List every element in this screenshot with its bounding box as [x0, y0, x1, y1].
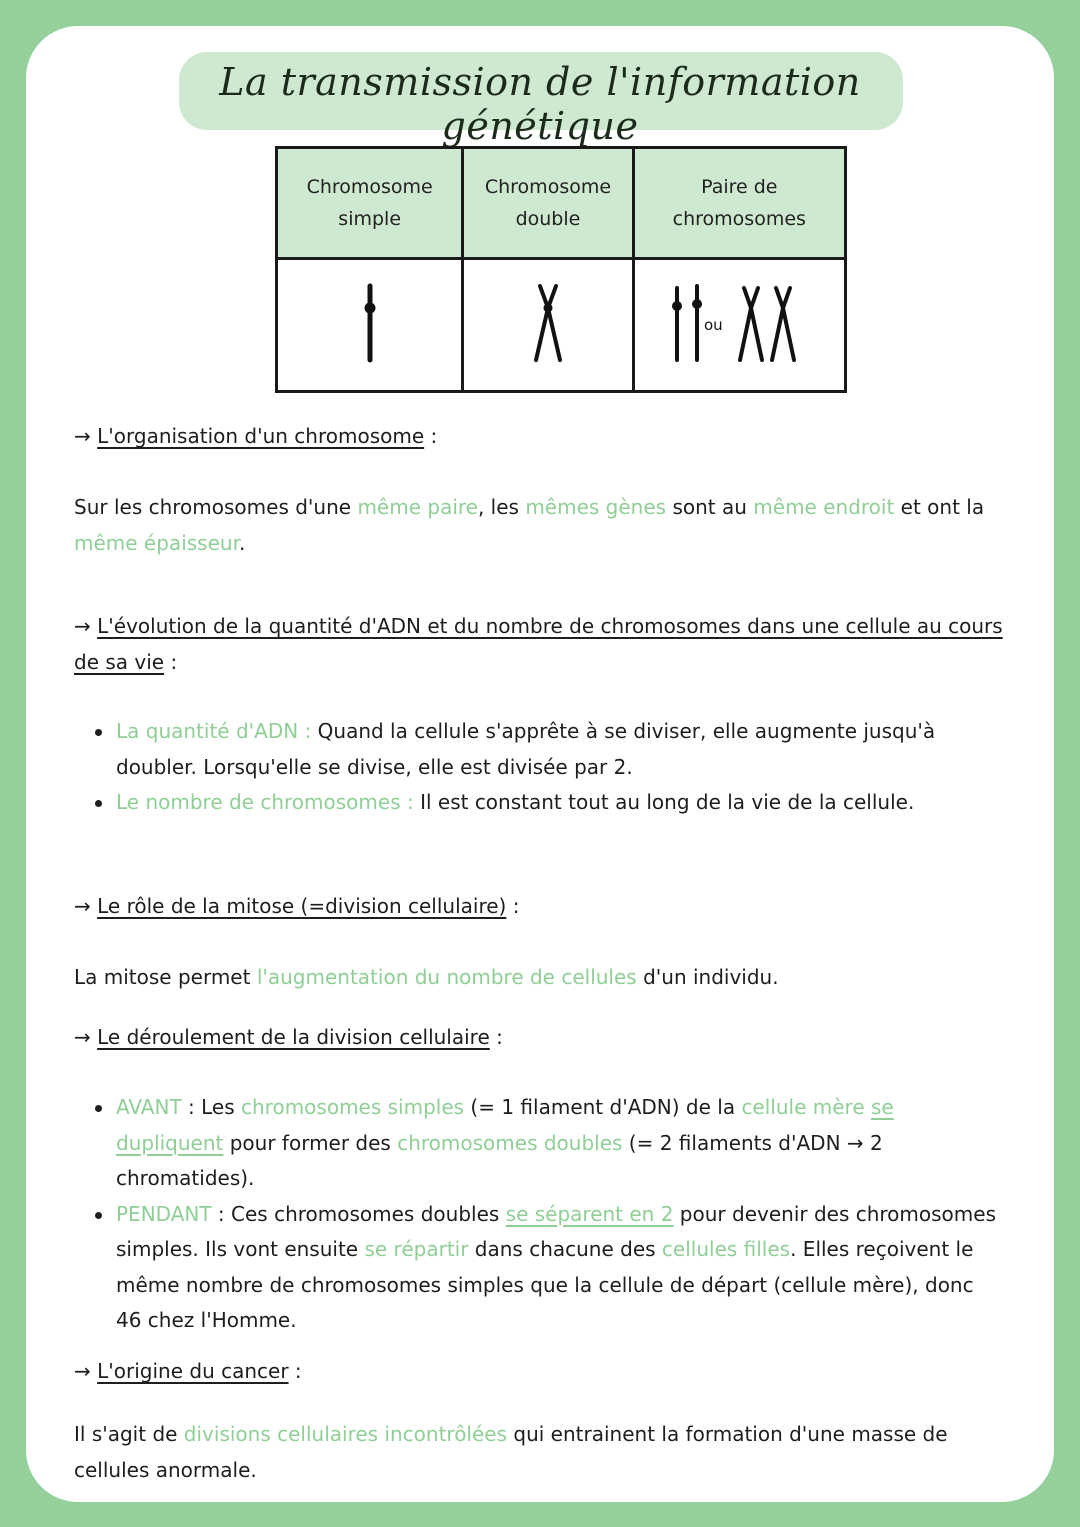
chromosome-pair-drawing [664, 278, 814, 368]
section-cancer-heading: → L'origine du cancer : [74, 1359, 302, 1383]
heading-text: Le déroulement de la division cellulaire [97, 1025, 490, 1049]
list-item: PENDANT : Ces chromosomes doubles se séparent en 2 pour devenir des chromosomes simples. Ils vont ensuite se répartir dans chacune des cellules filles. Elles reçoivent le même nombre de chromosomes simples que la cellule de départ (cellule mère), donc 46 chez l'Homme. [90, 1197, 1000, 1339]
heading-text: L'organisation d'un chromosome [97, 424, 425, 448]
simple-chromosome-drawing [350, 278, 390, 368]
heading-text: L'évolution de la quantité d'ADN et du nombre de chromosomes dans une cellule au cours de sa vie [74, 614, 1003, 674]
section-organisation-heading: → L'organisation d'un chromosome : [74, 424, 438, 448]
section-adn-list [90, 714, 1000, 821]
arrow-icon: → [74, 424, 91, 448]
section-mitose-heading: → Le rôle de la mitose (=division cellulaire) : [74, 894, 520, 918]
section-organisation-paragraph: Sur les chromosomes d'une même paire, les mêmes gènes sont au même endroit et ont la même épaisseur. [74, 495, 985, 555]
list-item: AVANT : Les chromosomes simples (= 1 filament d'ADN) de la cellule mère se dupliquent pour former des chromosomes doubles (= 2 filaments d'ADN → 2 chromatides). [90, 1090, 1000, 1197]
section-adn-heading: → L'évolution de la quantité d'ADN et du nombre de chromosomes dans une cellule au cours de sa vie : [74, 614, 1003, 674]
header-double-chromosome: Chromosome double [463, 148, 633, 259]
arrow-icon: → [74, 1025, 91, 1049]
cell-double-chromosome [463, 259, 633, 392]
list-item: La quantité d'ADN : Quand la cellule s'apprête à se diviser, elle augmente jusqu'à doubler. Lorsqu'elle se divise, elle est divisée par 2. [90, 714, 1000, 785]
section-mitose-paragraph: La mitose permet l'augmentation du nombre de cellules d'un individu. [74, 965, 779, 989]
header-chromosome-pair: Paire de chromosomes [633, 148, 845, 259]
or-label: ou [704, 316, 723, 334]
section-division-list [90, 1090, 1000, 1339]
header-simple-chromosome: Chromosome simple [277, 148, 463, 259]
chromosome-table [275, 146, 847, 393]
section-cancer-paragraph: Il s'agit de divisions cellulaires incontrôlées qui entrainent la formation d'une masse de cellules anormale. [74, 1422, 948, 1482]
arrow-icon: → [74, 1359, 91, 1383]
section-division-heading: → Le déroulement de la division cellulaire : [74, 1025, 503, 1049]
double-chromosome-drawing [523, 278, 573, 368]
page-title: La transmission de l'information génétique [219, 60, 861, 148]
arrow-icon: → [74, 614, 91, 638]
arrow-icon: → [74, 894, 91, 918]
cell-chromosome-pair [633, 259, 845, 392]
cell-simple-chromosome [277, 259, 463, 392]
heading-text: Le rôle de la mitose (=division cellulaire) [97, 894, 507, 918]
list-item: Le nombre de chromosomes : Il est constant tout au long de la vie de la cellule. [90, 785, 1000, 821]
heading-text: L'origine du cancer [97, 1359, 289, 1383]
